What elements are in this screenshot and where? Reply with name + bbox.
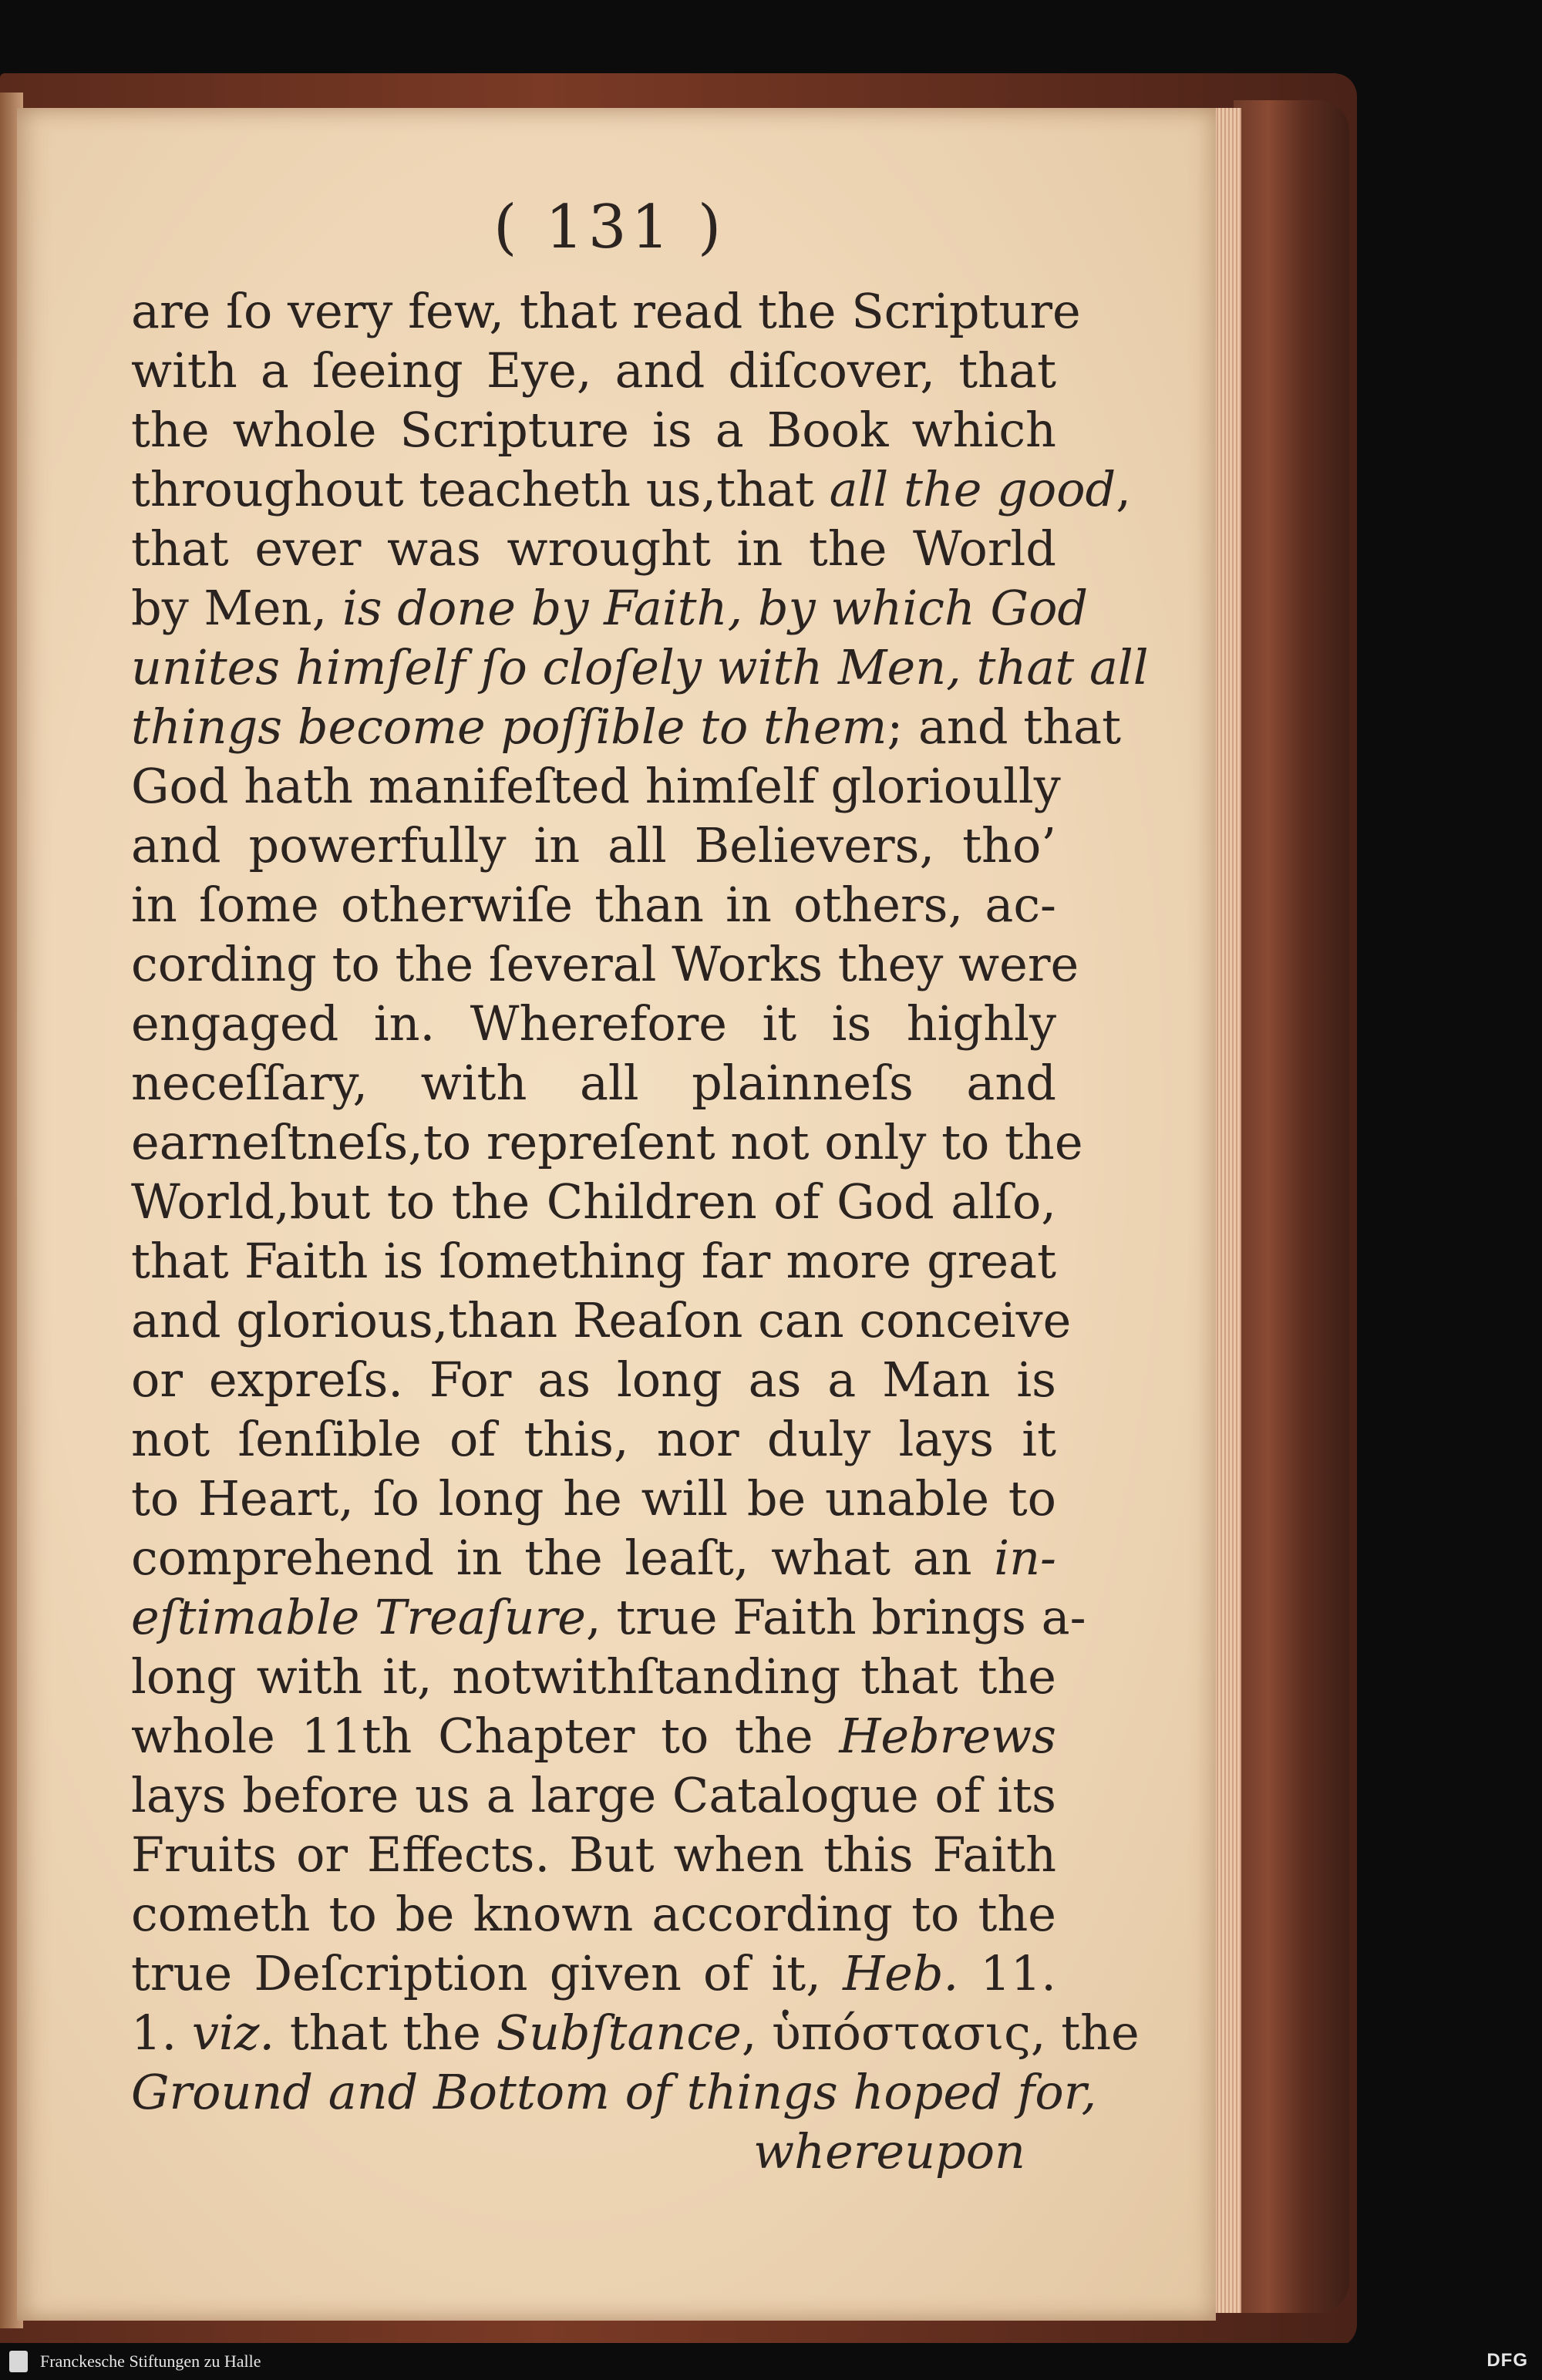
text-line bbox=[131, 1409, 1056, 1469]
text-segment: or expreſs. For as long as a Man is bbox=[131, 1352, 1056, 1408]
book-cover-edge bbox=[1234, 100, 1349, 2313]
text-line bbox=[131, 1884, 1056, 1944]
text-segment: are ſo very few, that read the Scripture bbox=[131, 283, 1081, 339]
dfg-badge: DFG bbox=[1486, 2350, 1528, 2371]
text-segment: the whole Scripture is a Book which bbox=[131, 402, 1056, 458]
footer-credit: Franckesche Stiftungen zu Halle bbox=[40, 2351, 261, 2371]
text-line bbox=[131, 934, 1079, 994]
text-segment: things become poſſible to them bbox=[131, 699, 887, 755]
text-segment: Hebrews bbox=[839, 1708, 1056, 1764]
text-segment: Heb. bbox=[843, 1945, 959, 2001]
text-segment: whereupon bbox=[753, 2123, 1025, 2180]
text-segment: that Faith is ſomething far more great bbox=[131, 1233, 1056, 1289]
text-line bbox=[131, 1766, 1056, 1825]
text-segment: earneſtneſs,to repreſent not only to the bbox=[131, 1114, 1083, 1170]
text-segment: not ſenſible of this, nor duly lays it bbox=[131, 1411, 1056, 1467]
text-line bbox=[131, 578, 1089, 638]
text-segment: World,but to the Children of God alſo, bbox=[131, 1173, 1056, 1230]
text-line bbox=[131, 1944, 1056, 2003]
text-segment: in ſome otherwiſe than in others, ac- bbox=[131, 877, 1056, 933]
text-segment: lays before us a large Catalogue of its bbox=[131, 1767, 1056, 1823]
text-line bbox=[131, 1231, 1056, 1291]
text-segment: viz. bbox=[191, 2005, 275, 2061]
text-line bbox=[131, 1587, 1086, 1647]
text-segment: , bbox=[1116, 461, 1131, 517]
text-line bbox=[131, 1172, 1056, 1231]
text-segment: 11. bbox=[958, 1945, 1056, 2001]
text-segment: in- bbox=[994, 1530, 1056, 1586]
text-segment: neceſſary, with all plainneſs and bbox=[131, 1055, 1056, 1111]
text-segment: all the good bbox=[829, 461, 1116, 517]
page-number: ( 131 ) bbox=[493, 193, 726, 262]
text-segment: unites himſelf ſo cloſely with Men, that all bbox=[131, 639, 1149, 695]
text-segment: God hath manifeſted himſelf glorioully bbox=[131, 758, 1061, 814]
text-line bbox=[131, 1528, 1056, 1587]
text-line bbox=[131, 2062, 1097, 2122]
text-segment: throughout teacheth us,that bbox=[131, 461, 830, 517]
text-segment: true Deſcription given of it, bbox=[131, 1945, 843, 2001]
text-line bbox=[131, 638, 1149, 697]
text-line bbox=[131, 1113, 1083, 1172]
text-line bbox=[131, 460, 1131, 519]
text-line bbox=[131, 875, 1056, 934]
text-segment: ; and that bbox=[887, 699, 1121, 755]
text-segment: that the bbox=[274, 2005, 497, 2061]
institution-logo-icon bbox=[9, 2351, 28, 2372]
text-segment: by Men, bbox=[131, 580, 342, 636]
text-line bbox=[131, 2003, 1140, 2062]
text-line bbox=[131, 1291, 1072, 1350]
text-line bbox=[131, 697, 1121, 756]
text-segment: with a ſeeing Eye, and diſcover, that bbox=[131, 342, 1056, 399]
text-segment: long with it, notwithſtanding that the bbox=[131, 1648, 1056, 1705]
footer-bar bbox=[0, 2343, 1542, 2380]
text-segment: and powerfully in all Believers, tho’ bbox=[131, 817, 1056, 874]
text-segment: and glorious,than Reaſon can conceive bbox=[131, 1292, 1072, 1348]
text-segment: 1. bbox=[131, 2005, 192, 2061]
text-segment: Ground and Bottom of things hoped for, bbox=[131, 2064, 1097, 2120]
text-segment: Fruits or Effects. But when this Faith bbox=[131, 1826, 1056, 1883]
page-text-block bbox=[131, 281, 1149, 2181]
text-line bbox=[131, 994, 1056, 1053]
text-segment: Subſtance bbox=[496, 2005, 742, 2061]
text-segment: comprehend in the leaſt, what an bbox=[131, 1530, 995, 1586]
text-line bbox=[131, 1469, 1056, 1528]
text-segment: to Heart, ſo long he will be unable to bbox=[131, 1470, 1056, 1527]
text-line bbox=[131, 400, 1056, 460]
text-line bbox=[131, 1647, 1056, 1706]
text-segment: cometh to be known according to the bbox=[131, 1886, 1056, 1942]
text-line bbox=[131, 519, 1056, 578]
text-segment: , ὑπόστασις, the bbox=[741, 2005, 1140, 2061]
text-segment: that ever was wrought in the World bbox=[131, 520, 1056, 577]
text-line bbox=[131, 1825, 1056, 1884]
text-segment: , true Faith brings a- bbox=[585, 1589, 1086, 1645]
text-segment: engaged in. Wherefore it is highly bbox=[131, 995, 1056, 1052]
text-line bbox=[131, 1706, 1056, 1766]
text-segment: whole 11th Chapter to the bbox=[131, 1708, 840, 1764]
text-segment: cording to the ſeveral Works they were bbox=[131, 936, 1079, 992]
text-line bbox=[131, 1350, 1056, 1409]
text-line bbox=[131, 816, 1056, 875]
text-line bbox=[131, 756, 1061, 816]
text-segment: is done by Faith, by which God bbox=[342, 580, 1089, 636]
text-segment: eſtimable Treaſure bbox=[131, 1589, 586, 1645]
text-line bbox=[131, 281, 1081, 341]
text-line bbox=[131, 2122, 1056, 2181]
text-line bbox=[131, 341, 1056, 400]
text-line bbox=[131, 1053, 1056, 1113]
